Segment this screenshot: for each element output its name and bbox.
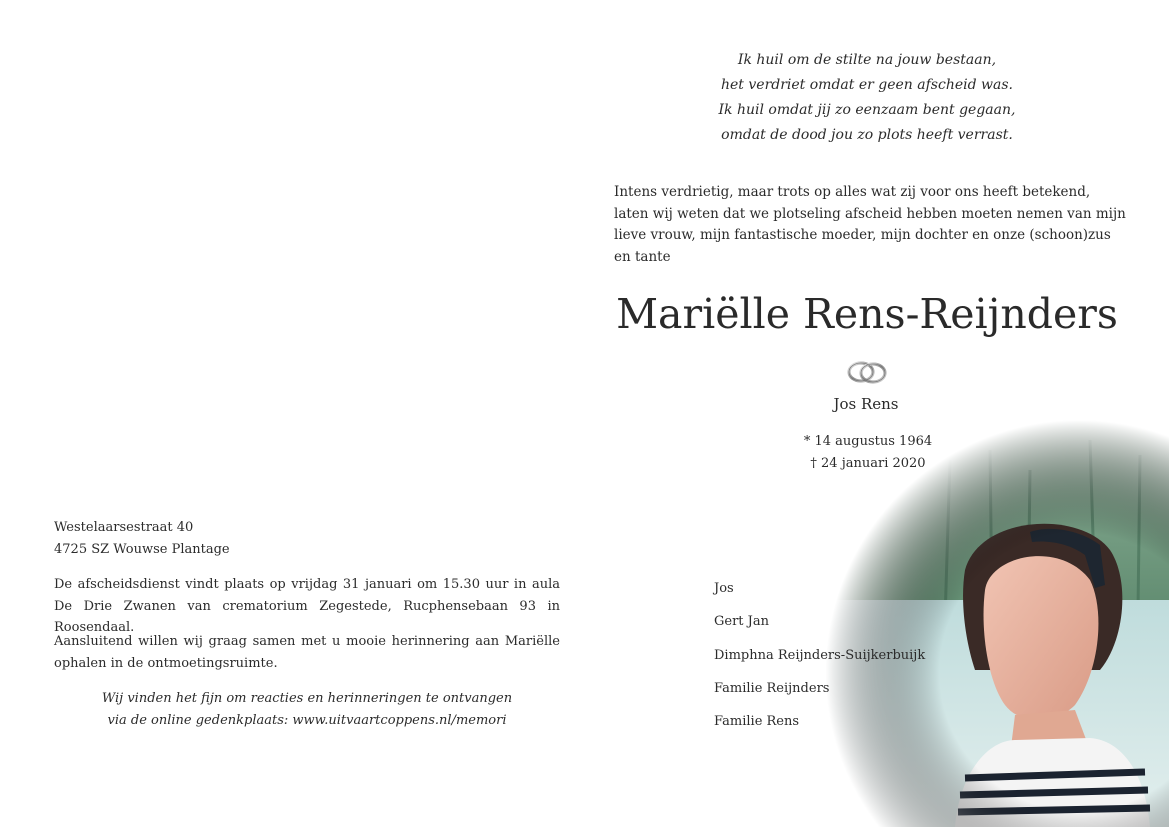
poem <box>700 48 1034 148</box>
birth-date: * 14 augustus 1964 <box>803 434 933 449</box>
deceased-name: Mariëlle Rens-Reijnders <box>616 290 1118 338</box>
invite-line: via de online gedenkplaats: www.uitvaartcoppens.nl/memori <box>107 713 507 728</box>
death-date: † 24 januari 2020 <box>810 456 926 471</box>
invite-text <box>54 688 560 732</box>
partner-name: Jos Rens <box>833 395 899 413</box>
wedding-rings-icon <box>846 358 888 386</box>
address-city: 4725 SZ Wouwse Plantage <box>54 541 230 557</box>
reception-text: Aansluitend willen wij graag samen met u mooie herinnering aan Mariëlle ophalen in de ontmoetingsruimte. <box>54 634 560 671</box>
family-list <box>714 577 925 743</box>
invite-line: Wij vinden het fijn om reacties en herinneringen te ontvangen <box>101 691 513 706</box>
address-street: Westelaarsestraat 40 <box>54 520 194 535</box>
family-member: Familie Rens <box>714 714 800 730</box>
poem-line: het verdriet omdat er geen afscheid was. <box>721 77 1013 93</box>
service-text: De afscheidsdienst vindt plaats op vrijdag 31 januari om 15.30 uur in aula De Drie Zwanen van crematorium Zegestede, Rucphensebaan 93 in Roosendaal. <box>54 577 560 635</box>
family-member: Gert Jan <box>714 614 769 630</box>
poem-line: Ik huil om de stilte na jouw bestaan, <box>737 52 997 68</box>
poem-line: omdat de dood jou zo plots heeft verrast. <box>721 127 1013 143</box>
family-member: Familie Reijnders <box>714 680 830 696</box>
address <box>54 517 230 560</box>
dates <box>766 431 970 475</box>
family-member: Jos <box>714 581 734 596</box>
announcement-text: Intens verdrietig, maar trots op alles wat zij voor ons heeft betekend, laten wij weten dat we plotseling afscheid hebben moeten nemen van mijn lieve vrouw, mijn fantastische moeder, mijn dochter en onze (schoon)zus en tante <box>614 184 1126 265</box>
family-member: Dimphna Reijnders-Suijkerbuijk <box>714 647 926 663</box>
poem-line: Ik huil omdat jij zo eenzaam bent gegaan, <box>718 102 1016 118</box>
